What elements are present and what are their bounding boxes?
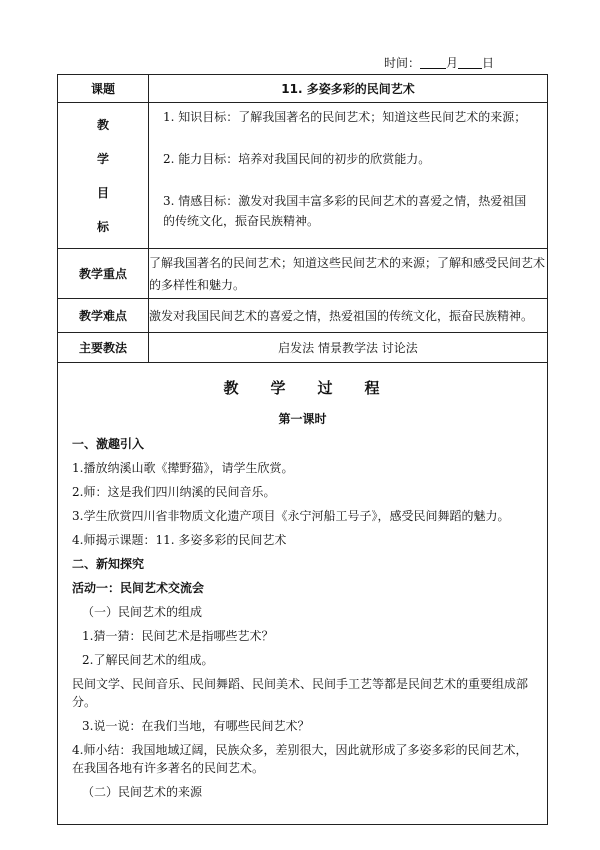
process-paragraph: 民间文学、民间音乐、民间舞蹈、民间美术、民间手工艺等都是民间艺术的重要组成部分。	[72, 677, 529, 709]
process-paragraph: 2.了解民间艺术的组成。	[82, 653, 214, 667]
methods-row	[58, 333, 548, 363]
process-paragraph: 3.说一说：在我们当地，有哪些民间艺术？	[82, 719, 310, 733]
methods-label: 主要教法	[58, 333, 149, 363]
date-line	[384, 54, 494, 71]
process-paragraph: （一）民间艺术的组成	[82, 605, 203, 619]
process-cell	[58, 363, 548, 825]
day-label: 日	[482, 56, 495, 70]
topic-label: 课题	[58, 75, 149, 103]
goal-item: 1. 知识目标：了解我国著名的民间艺术；知道这些民间艺术的来源；	[163, 110, 527, 124]
goal-item: 3. 情感目标：激发对我国丰富多彩的民间艺术的喜爱之情，热爱祖国的传统文化，振奋民族精神。	[163, 194, 527, 228]
lesson-plan-table	[57, 74, 548, 825]
topic-row	[58, 75, 548, 103]
difficulties-row	[58, 299, 548, 333]
difficulties-label: 教学难点	[58, 299, 149, 333]
process-paragraph: 3.学生欣赏四川省非物质文化遗产项目《永宁河船工号子》，感受民间舞蹈的魅力。	[72, 509, 510, 523]
date-label: 时间：	[384, 56, 421, 70]
goals-label	[58, 103, 149, 249]
goals-label-char: 教	[96, 117, 109, 132]
process-paragraph: 2.师：这是我们四川纳溪的民间音乐。	[72, 485, 276, 499]
key-points-value: 了解我国著名的民间艺术；知道这些民间艺术的来源；了解和感受民间艺术的多样性和魅力。	[149, 249, 548, 299]
process-paragraph: 4.师揭示课题：11. 多姿多彩的民间艺术	[72, 533, 287, 547]
goals-content	[149, 103, 548, 249]
lesson-heading: 第一课时	[278, 412, 327, 426]
section-heading: 活动一：民间艺术交流会	[72, 581, 205, 595]
goals-row	[58, 103, 548, 249]
key-points-label: 教学重点	[58, 249, 149, 299]
goals-label-char: 学	[96, 151, 109, 166]
topic-value: 11. 多姿多彩的民间艺术	[149, 75, 548, 103]
month-label: 月	[446, 56, 459, 70]
goal-item: 2. 能力目标：培养对我国民间的初步的欣赏能力。	[163, 152, 431, 166]
process-paragraph: 1.猜一猜：民间艺术是指哪些艺术？	[82, 629, 274, 643]
goals-label-char: 标	[96, 219, 109, 234]
difficulties-value: 激发对我国民间艺术的喜爱之情，热爱祖国的传统文化，振奋民族精神。	[149, 299, 548, 333]
process-paragraph: 4.师小结：我国地域辽阔，民族众多，差别很大，因此就形成了多姿多彩的民间艺术，在我国各地有许多著名的民间艺术。	[72, 743, 528, 775]
goals-label-char: 目	[96, 185, 109, 200]
process-row	[58, 363, 548, 825]
section-heading: 一、激趣引入	[72, 437, 145, 451]
process-paragraphs	[72, 435, 533, 801]
section-heading: 二、新知探究	[72, 557, 145, 571]
process-paragraph: 1.播放纳溪山歌《撵野猫》，请学生欣赏。	[72, 461, 294, 475]
process-title: 教学过程	[223, 379, 412, 397]
methods-value: 启发法 情景教学法 讨论法	[149, 333, 548, 363]
process-paragraph: （二）民间艺术的来源	[82, 785, 203, 799]
month-blank[interactable]	[420, 68, 446, 69]
key-points-row	[58, 249, 548, 299]
day-blank[interactable]	[458, 68, 482, 69]
